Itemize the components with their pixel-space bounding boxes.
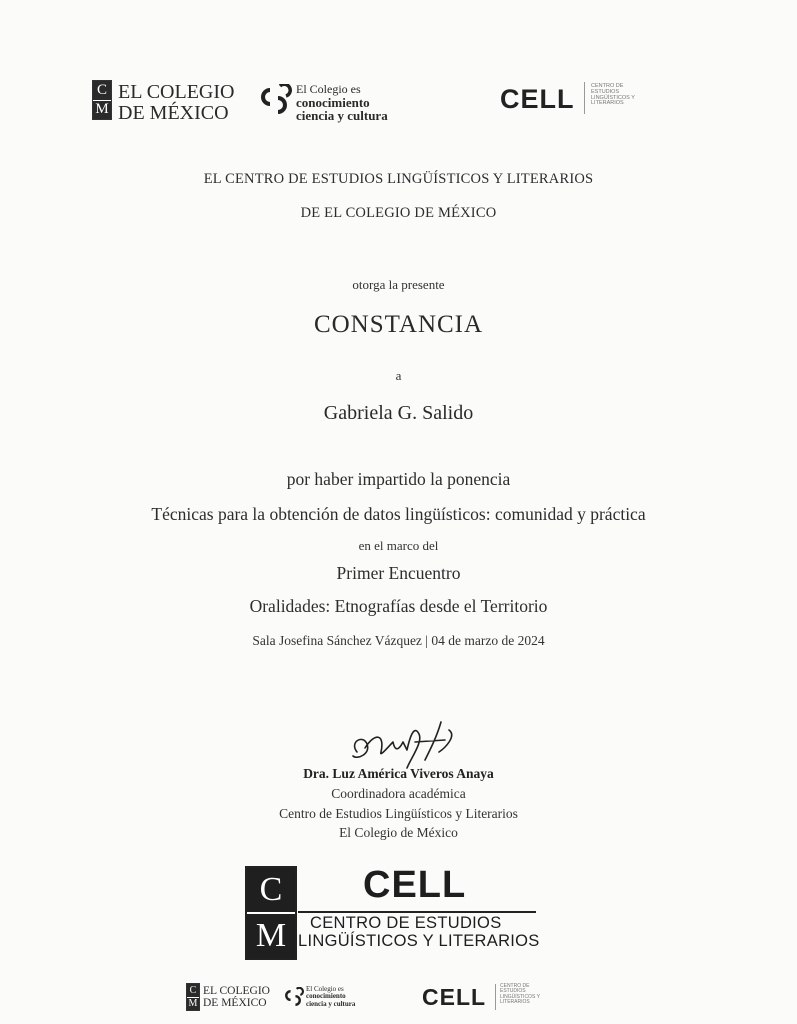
bottom-slogan-line3: ciencia y cultura bbox=[306, 999, 356, 1008]
header-cell-wordmark: CELL bbox=[500, 84, 575, 114]
reason-text: por haber impartido la ponencia bbox=[286, 469, 511, 489]
signature-image bbox=[345, 712, 465, 774]
bottom-slogan-text bbox=[306, 986, 355, 1008]
event-line1: Primer Encuentro bbox=[336, 563, 461, 583]
bottom-cell-sub-line1: CENTRO DE bbox=[500, 983, 530, 989]
cell-logo-wordmark: CELL bbox=[363, 864, 467, 906]
monogram-m: M bbox=[93, 100, 111, 120]
signatory-institution: El Colegio de México bbox=[339, 825, 458, 840]
slogan-line3: ciencia y cultura bbox=[296, 108, 388, 124]
colmex-line2: DE MÉXICO bbox=[118, 102, 229, 124]
big-monogram-c: C bbox=[247, 868, 295, 912]
cell-sub-line3: LINGÜÍSTICOS Y bbox=[591, 94, 635, 101]
header-cell-divider bbox=[584, 82, 585, 114]
bottom-colmex-line2: DE MÉXICO bbox=[203, 996, 267, 1009]
bottom-cell-divider bbox=[495, 984, 496, 1010]
institution-line1: EL CENTRO DE ESTUDIOS LINGÜÍSTICOS Y LITERARIOS bbox=[203, 171, 594, 187]
big-monogram-m: M bbox=[247, 912, 295, 958]
cell-sub-line2: ESTUDIOS bbox=[591, 88, 620, 95]
bottom-cell-subtitle bbox=[500, 984, 540, 1005]
slogan-line2: conocimiento bbox=[296, 94, 370, 110]
signatory-name: Dra. Luz América Viveros Anaya bbox=[303, 766, 494, 781]
talk-title: Técnicas para la obtención de datos lingüísticos: comunidad y práctica bbox=[151, 504, 646, 524]
signatory-center: Centro de Estudios Lingüísticos y Literarios bbox=[279, 806, 518, 821]
bottom-monogram-c: C bbox=[187, 984, 199, 997]
cell-logo-line1: CENTRO DE ESTUDIOS bbox=[310, 914, 502, 932]
slogan-line1: El Colegio es bbox=[296, 82, 361, 96]
bottom-slogan-line1: El Colegio es bbox=[306, 985, 344, 993]
bottom-cell-sub-line2: ESTUDIOS bbox=[500, 988, 526, 995]
monogram-c: C bbox=[93, 81, 111, 100]
colmex-wordmark bbox=[118, 82, 234, 123]
bottom-colmex-wordmark bbox=[203, 986, 270, 1009]
bottom-cell-sub-line3: LINGÜÍSTICOS Y bbox=[500, 993, 540, 1000]
bottom-cell-sub-line4: LITERARIOS bbox=[500, 998, 530, 1005]
event-line2: Oralidades: Etnografías desde el Territorio bbox=[249, 596, 548, 616]
signatory-role: Coordinadora académica bbox=[331, 786, 466, 801]
bottom-cell-wordmark: CELL bbox=[422, 984, 487, 1010]
header-cell-subtitle bbox=[591, 84, 635, 107]
bottom-colmex-monogram bbox=[186, 983, 200, 1011]
header-logos bbox=[0, 0, 797, 130]
bottom-slogan-line2: conocimiento bbox=[306, 992, 346, 1001]
recipient-name: Gabriela G. Salido bbox=[323, 402, 474, 424]
institution-line2: DE EL COLEGIO DE MÉXICO bbox=[300, 205, 497, 221]
colmex-line1: EL COLEGIO bbox=[118, 81, 235, 103]
bottom-ccc-icon bbox=[282, 987, 304, 1009]
venue-date: Sala Josefina Sánchez Vázquez | 04 de marzo de 2024 bbox=[252, 633, 545, 648]
framework-text: en el marco del bbox=[358, 538, 439, 553]
cell-logo-monogram bbox=[245, 866, 297, 960]
cell-logo-rule bbox=[298, 911, 536, 913]
ccc-icon bbox=[256, 84, 292, 118]
cell-sub-line4: LITERARIOS bbox=[591, 100, 624, 107]
to-text: a bbox=[395, 368, 402, 383]
cell-sub-line1: CENTRO DE bbox=[591, 83, 624, 89]
slogan-text bbox=[296, 83, 388, 123]
colmex-monogram bbox=[92, 80, 112, 120]
bottom-monogram-m: M bbox=[188, 998, 198, 1010]
certificate-title: CONSTANCIA bbox=[313, 311, 484, 338]
cell-logo-line2: LINGÜÍSTICOS Y LITERARIOS bbox=[298, 932, 540, 950]
bottom-logos bbox=[0, 978, 797, 1018]
bottom-colmex-line1: EL COLEGIO bbox=[203, 985, 270, 997]
grants-text: otorga la presente bbox=[352, 277, 445, 292]
